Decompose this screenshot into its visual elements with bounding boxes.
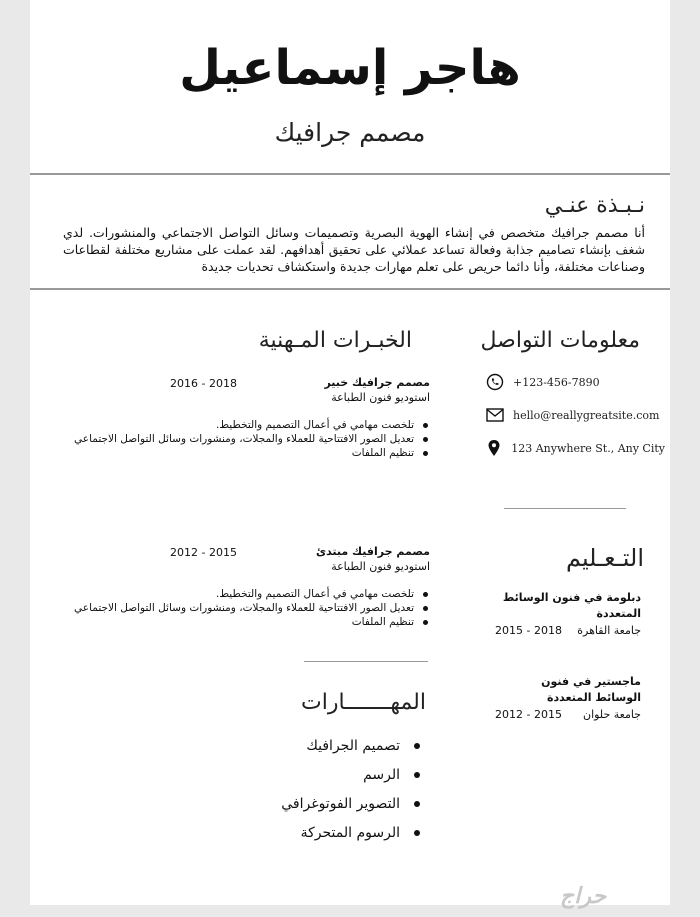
job-dates: 2016 - 2018 [170,377,237,390]
list-item: تصميم الجرافيك [281,735,422,764]
school-name: جامعة حلوان [582,708,641,721]
job-company: استوديو فنون الطباعة [331,391,430,404]
job-company: استوديو فنون الطباعة [331,560,430,573]
job-title: مصمم جرافيك مبتدئ [315,545,430,558]
watermark-logo: حراج [560,884,607,909]
job-title: مصمم جرافيك خبير [324,376,430,389]
degree-title: دبلومة في فنون الوسائط المتعددة [502,591,641,620]
candidate-title: مصمم جرافيك [274,118,426,147]
email-address[interactable]: hello@reallygreatsite.com [513,408,660,422]
contact-email [485,404,665,426]
skills-heading: المهـــــــارات [301,690,426,715]
phone-icon [485,372,505,392]
job-dates: 2012 - 2015 [170,546,237,559]
education-entry [495,590,641,640]
degree-title: ماجستير في فنون الوسائط المتعددة [541,675,641,704]
contact-heading: معلومات التواصل [480,328,640,353]
education-years: 2012 - 2015 [495,708,562,721]
skills-list [281,735,422,851]
education-heading: التـعـليم [565,544,644,572]
contact-phone [485,371,665,393]
about-heading: نـبـذة عنـي [544,193,645,218]
list-item: تعديل الصور الافتتاحية للعملاء والمجلات، ومنشورات وسائل التواصل الاجتماعي [74,432,430,446]
about-text: أنا مصمم جرافيك متخصص في إنشاء الهوية البصرية وتصميمات وسائل التواصل الاجتماعي والمنشورات. لدي شغف بإنشاء تصاميم جذابة وفعالة تساعد عملائي على تحقيق أهدافهم. لقد عملت على مشاريع مختلفة لقطاعات وصناعات مختلفة، وأنا دائما حريص على تعلم مهارات جديدة واستكشاف تحديات جديدة [63,225,645,274]
phone-number[interactable]: +123-456-7890 [513,375,600,389]
job-duties [74,587,430,629]
resume-page [30,0,670,905]
list-item: الرسوم المتحركة [281,822,422,851]
education-entry [495,674,641,724]
candidate-name: هاجر إسماعيل [179,40,521,96]
job-duties [74,418,430,460]
location-pin-icon [485,438,503,458]
list-item: التصوير الفوتوغرافي [281,793,422,822]
list-item: الرسم [281,764,422,793]
email-icon [485,405,505,425]
contact-address [485,437,665,459]
school-name: جامعة القاهرة [577,624,641,637]
list-item: تلخصت مهامي في أعمال التصميم والتخطيط. [74,587,430,601]
experience-heading: الخبـرات المـهنية [258,328,412,353]
education-years: 2015 - 2018 [495,624,562,637]
list-item: تعديل الصور الافتتاحية للعملاء والمجلات، ومنشورات وسائل التواصل الاجتماعي [74,601,430,615]
divider [30,288,670,290]
list-item: تنظيم الملفات [74,615,430,629]
job-entry [70,545,430,635]
divider [504,508,626,509]
list-item: تلخصت مهامي في أعمال التصميم والتخطيط. [74,418,430,432]
job-entry [70,376,430,466]
divider [30,173,670,175]
divider [304,661,428,662]
list-item: تنظيم الملفات [74,446,430,460]
street-address: 123 Anywhere St., Any City [511,441,665,455]
